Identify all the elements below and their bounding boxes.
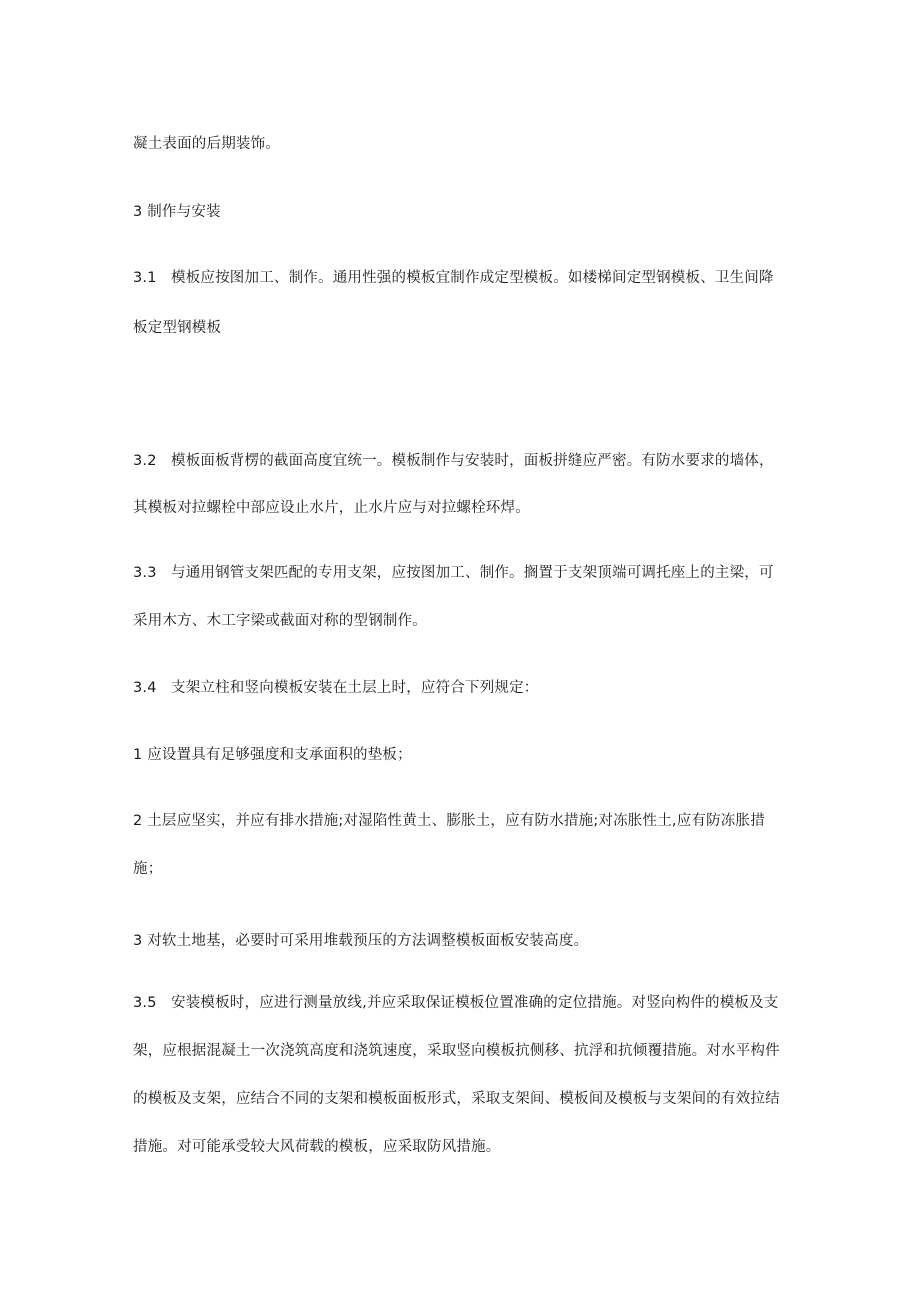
line-text: 措施。对可能承受较大风荷载的模板，应采取防风措施。 bbox=[133, 1139, 501, 1155]
clause-number: 3.2 bbox=[133, 453, 157, 469]
clause-line bbox=[133, 678, 539, 698]
line-text: 3 对软土地基，必要时可采用堆载预压的方法调整模板面板安装高度。 bbox=[133, 933, 589, 949]
paragraph-line bbox=[133, 611, 427, 631]
line-text: 板定型钢模板 bbox=[133, 320, 222, 336]
clause-number: 3.1 bbox=[133, 270, 157, 286]
line-text: 模板面板背楞的截面高度宜统一。模板制作与安装时，面板拼缝应严密。有防水要求的墙体， bbox=[171, 453, 774, 469]
list-item bbox=[133, 931, 588, 951]
clause-line bbox=[133, 451, 774, 471]
paragraph-line bbox=[133, 1089, 780, 1109]
line-text: 架，应根据混凝土一次浇筑高度和浇筑速度，采取竖向模板抗侧移、抗浮和抗倾覆措施。对水平构件 bbox=[133, 1043, 780, 1059]
line-text: 安装模板时，应进行测量放线,并应采取保证模板位置准确的定位措施。对竖向构件的模板及支 bbox=[171, 995, 779, 1011]
list-item bbox=[133, 745, 412, 765]
clause-number: 3.5 bbox=[133, 995, 157, 1011]
clause-number: 3.3 bbox=[133, 565, 157, 581]
line-text: 1 应设置具有足够强度和支承面积的垫板； bbox=[133, 747, 412, 763]
line-text: 凝土表面的后期装饰。 bbox=[133, 136, 280, 152]
clause-line bbox=[133, 563, 774, 583]
paragraph-line bbox=[133, 134, 280, 154]
section-heading bbox=[133, 202, 221, 222]
paragraph-line bbox=[133, 859, 162, 879]
line-text: 的模板及支架，应结合不同的支架和模板面板形式，采取支架间、模板间及模板与支架间的有效拉结 bbox=[133, 1091, 780, 1107]
paragraph-line bbox=[133, 498, 530, 518]
line-text: 2 土层应坚实，并应有排水措施;对湿陷性黄土、膨胀土，应有防水措施;对冻胀性土,应有防冻胀措 bbox=[133, 813, 765, 829]
line-text: 支架立柱和竖向模板安装在土层上时，应符合下列规定： bbox=[171, 680, 539, 696]
line-text: 模板应按图加工、制作。通用性强的模板宜制作成定型模板。如楼梯间定型钢模板、卫生间降 bbox=[171, 270, 774, 286]
clause-number: 3.4 bbox=[133, 680, 157, 696]
line-text: 其模板对拉螺栓中部应设止水片，止水片应与对拉螺栓环焊。 bbox=[133, 500, 530, 516]
clause-line bbox=[133, 993, 779, 1013]
paragraph-line bbox=[133, 1041, 780, 1061]
line-text: 施； bbox=[133, 861, 163, 877]
paragraph-line bbox=[133, 318, 221, 338]
list-item bbox=[133, 811, 765, 831]
line-text: 采用木方、木工字梁或截面对称的型钢制作。 bbox=[133, 613, 427, 629]
clause-line bbox=[133, 268, 774, 288]
line-text: 与通用钢管支架匹配的专用支架，应按图加工、制作。搁置于支架顶端可调托座上的主梁，可 bbox=[171, 565, 774, 581]
paragraph-line bbox=[133, 1137, 501, 1157]
line-text: 3 制作与安装 bbox=[133, 204, 221, 220]
